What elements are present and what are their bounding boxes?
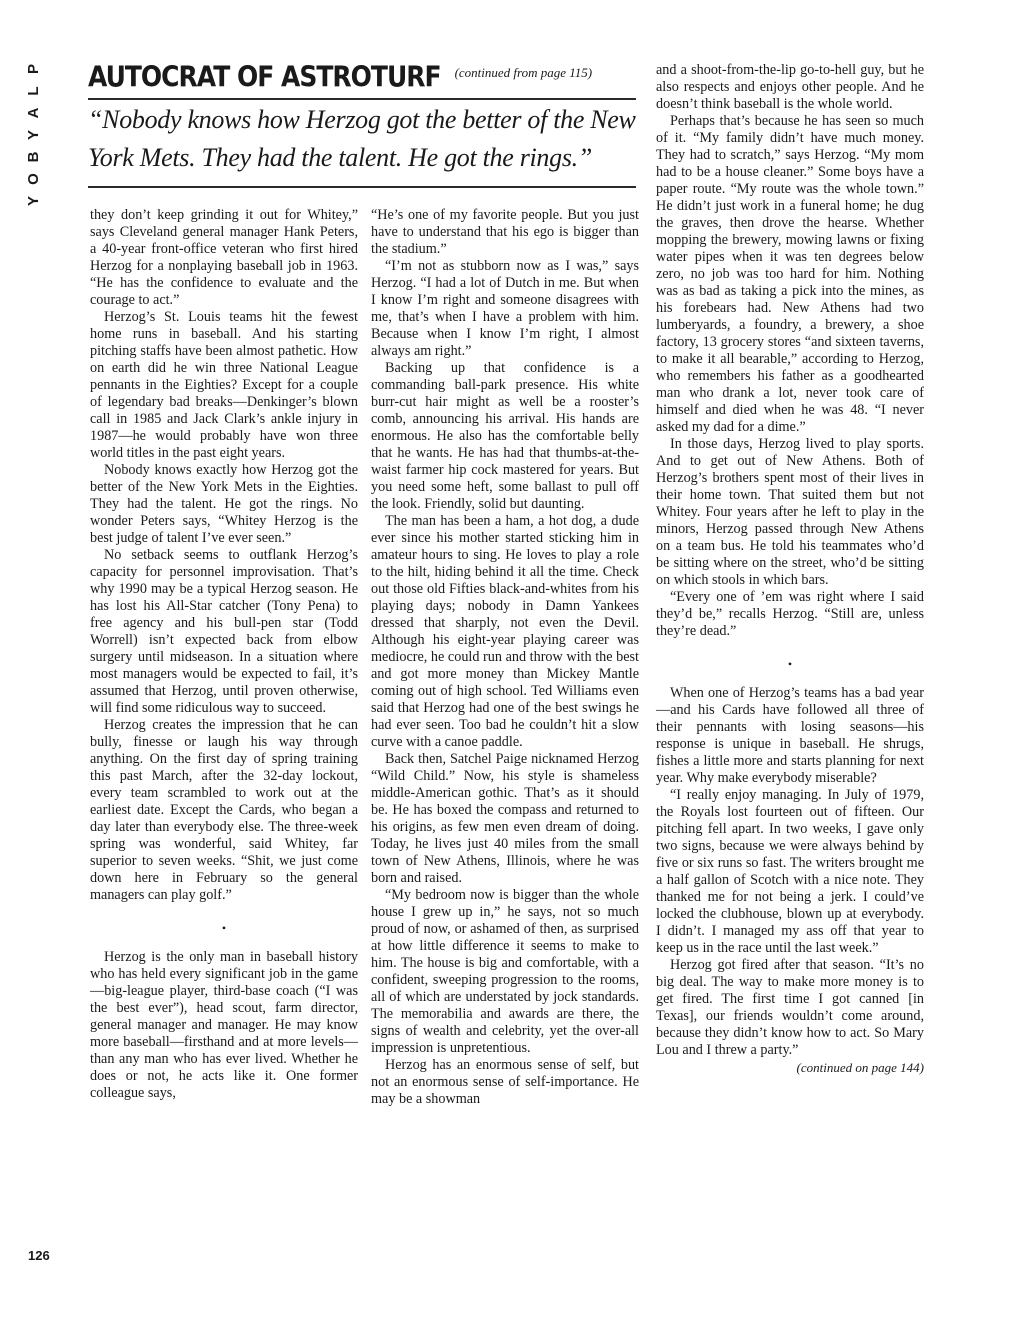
paragraph: “I really enjoy managing. In July of 1979, the Royals lost fourteen out of fifteen. Our pitching fell apart. In two weeks, I gave only two signs, because we were always behind by five or six runs so fast. The writers brought me a half gallon of Scotch with a nice note. They thanked me for not being a jerk. I could’ve locked the clubhouse, blown up at everybody. I didn’t. I managed my ass off that year to keep us in the race until the last week.” xyxy=(656,787,924,956)
paragraph: Backing up that confidence is a commanding ball-park presence. His white burr-cut hair might as well be a rooster’s comb, announcing his arrival. His hands are enormous. He also has the comfortable belly that he wants. He has had that thumbs-at-the-waist farmer hip cock mastered for years. But you need some heft, some ballast to pull off the look. Friendly, solid but daunting. xyxy=(371,360,639,512)
paragraph: “My bedroom now is bigger than the whole house I grew up in,” he says, not so much proud of now, or ashamed of then, as surprised at how little difference it seems to make to him. The house is big and comfortable, with a confident, sweeping progression to the rooms, all of which are understated by jock standards. The memorabilia and awards are there, the signs of wealth and celebrity, yet the over-all impression is unpretentious. xyxy=(371,887,639,1056)
paragraph: Nobody knows exactly how Herzog got the better of the New York Mets in the Eighties. They had the talent. He got the rings. No wonder Peters says, “Whitey Herzog is the best judge of talent I’ve ever seen.” xyxy=(90,462,358,546)
paragraph: No setback seems to outflank Herzog’s capacity for personnel improvisation. That’s why 1990 may be a typical Herzog season. He has lost his All-Star catcher (Tony Pena) to free agency and his bull-pen star (Todd Worrell) isn’t expected back from elbow surgery until midseason. In a situation where most managers would be expected to fail, it’s assumed that Herzog, until proven otherwise, will find some ridiculous way to succeed. xyxy=(90,547,358,716)
sidebar-letter: B xyxy=(25,151,42,163)
column-1 xyxy=(90,207,358,1102)
paragraph: Herzog creates the impression that he can bully, finesse or laugh his way through anything. On the first day of spring training this past March, after the 32-day lockout, every team scrambled to work out at the earliest date. Except the Cards, who began a day later than everybody else. The three-week spring was wonderful, said Whitey, far superior to seven weeks. “Shit, we just come down here in February so the general managers can play golf.” xyxy=(90,717,358,903)
sidebar-letter: Y xyxy=(25,130,42,141)
paragraph: Back then, Satchel Paige nicknamed Herzog “Wild Child.” Now, his style is shameless middle-American gothic. That’s as it should be. He has boxed the compass and returned to his origins, as few men even dream of doing. Today, he lives just 40 miles from the small town of New Athens, Illinois, where he was born and raised. xyxy=(371,751,639,886)
paragraph: and a shoot-from-the-lip go-to-hell guy, but he also respects and enjoys other people. And he doesn’t think baseball is the whole world. xyxy=(656,62,924,112)
header-rule-bottom xyxy=(88,186,636,188)
sidebar-letter: Y xyxy=(25,196,42,207)
paragraph: When one of Herzog’s teams has a bad year—and his Cards have followed all three of their pennants with losing seasons—his response is unique in baseball. He shrugs, fishes a little more and starts planning for next year. Why make everybody miserable? xyxy=(656,685,924,786)
paragraph: “He’s one of my favorite people. But you just have to understand that his ego is bigger than the stadium.” xyxy=(371,207,639,257)
column-3 xyxy=(656,62,924,1076)
section-break-bullet: • xyxy=(221,921,227,935)
paragraph: “Every one of ’em was right where I said they’d be,” recalls Herzog. “Still are, unless they’re dead.” xyxy=(656,589,924,639)
page-number: 126 xyxy=(28,1248,50,1263)
continued-on-note: (continued on page 144) xyxy=(796,1060,924,1075)
continued-from-note: (continued from page 115) xyxy=(454,65,593,80)
paragraph: Herzog is the only man in baseball history who has held every significant job in the game—big-league player, third-base coach (“I was the best ever”), head scout, farm director, general manager and manager. He may know more baseball—firsthand and at more levels—than any man who has ever lived. Whether he does or not, he acts like it. One former colleague says, xyxy=(90,949,358,1101)
paragraph: they don’t keep grinding it out for Whitey,” says Cleveland general manager Hank Peters, a 40-year front-office veteran who first hired Herzog for a nonplaying baseball job in 1963. “He has the confidence to evaluate and the courage to act.” xyxy=(90,207,358,308)
paragraph: Perhaps that’s because he has seen so much of it. “My family didn’t have much money. They had to scratch,” says Herzog. “My mom had to be a house cleaner.” Some boys have a paper route. “My route was the whole town.” He didn’t just work in a funeral home; he dug the graves, then drove the hearse. Whether mopping the brewery, mowing lawns or fixing water pipes when it was ten degrees below zero, no job was too hard for him. Nothing was as bad as taking a pick into the mines, as his forebears had. New Athens had two lumberyards, a foundry, a brewery, a shoe factory, 13 grocery stores “and sixteen taverns, to make it all bearable,” according to Herzog, who remembers his father as a goodhearted man who drank a lot, never took care of himself and died when he was 48. “I never asked my dad for a dime.” xyxy=(656,113,924,435)
paragraph: The man has been a ham, a hot dog, a dude ever since his mother started sticking him in amateur hours to sing. He loves to play a role to the hilt, hiding behind it all the time. Check out those old Fifties black-and-whites from his playing days; nobody in Damn Yankees dressed that sharply, not even the Devil. Although his eight-year playing career was mediocre, he could run and throw with the best and got more money than Mickey Mantle coming out of high school. Ted Williams even said that Herzog had one of the best swings he had ever seen. Too bad he couldn’t hit a slow curve with a canoe paddle. xyxy=(371,513,639,750)
headline: AUTOCRAT OF ASTROTURF xyxy=(88,60,441,94)
paragraph: “I’m not as stubborn now as I was,” says Herzog. “I had a lot of Dutch in me. But when I know I’m right and someone disagrees with me, that’s when I have a problem with him. Because when I know I’m right, I almost always am right.” xyxy=(371,258,639,359)
sidebar-letter: O xyxy=(25,173,42,185)
sidebar-letter: A xyxy=(25,107,42,119)
paragraph: Herzog got fired after that season. “It’s no big deal. The way to make more money is to get fired. The first time I got canned [in Texas], our friends wouldn’t come around, because they didn’t know how to act. So Mary Lou and I threw a party.” xyxy=(656,957,924,1058)
pull-quote: “Nobody knows how Herzog got the better of the New York Mets. They had the talent. He got the rings.” xyxy=(88,105,636,172)
section-break-bullet: • xyxy=(787,657,793,671)
article-header xyxy=(88,60,636,177)
paragraph: Herzog has an enormous sense of self, but not an enormous sense of self-importance. He may be a showman xyxy=(371,1057,639,1107)
paragraph: Herzog’s St. Louis teams hit the fewest home runs in baseball. And his starting pitching staffs have been almost pathetic. How on earth did he win three National League pennants in the Eighties? Except for a couple of legendary bad breaks—Denkinger’s blown call in 1985 and Jack Clark’s ankle injury in 1987—he would probably have won three world titles in the past eight years. xyxy=(90,309,358,461)
column-2 xyxy=(371,207,639,1108)
sidebar-letter: L xyxy=(25,86,42,96)
magazine-sidebar-logo xyxy=(20,58,48,212)
sidebar-letter: P xyxy=(25,64,42,75)
header-rule-top xyxy=(88,98,636,100)
paragraph: In those days, Herzog lived to play sports. And to get out of New Athens. Both of Herzog’s brothers spent most of their lives in their home town. That suited them but not Whitey. Four years after he left to play in the minors, Herzog passed through New Athens on a team bus. He told his teammates who’d be sitting where on the street, who’d be sitting on which stools in which bars. xyxy=(656,436,924,588)
